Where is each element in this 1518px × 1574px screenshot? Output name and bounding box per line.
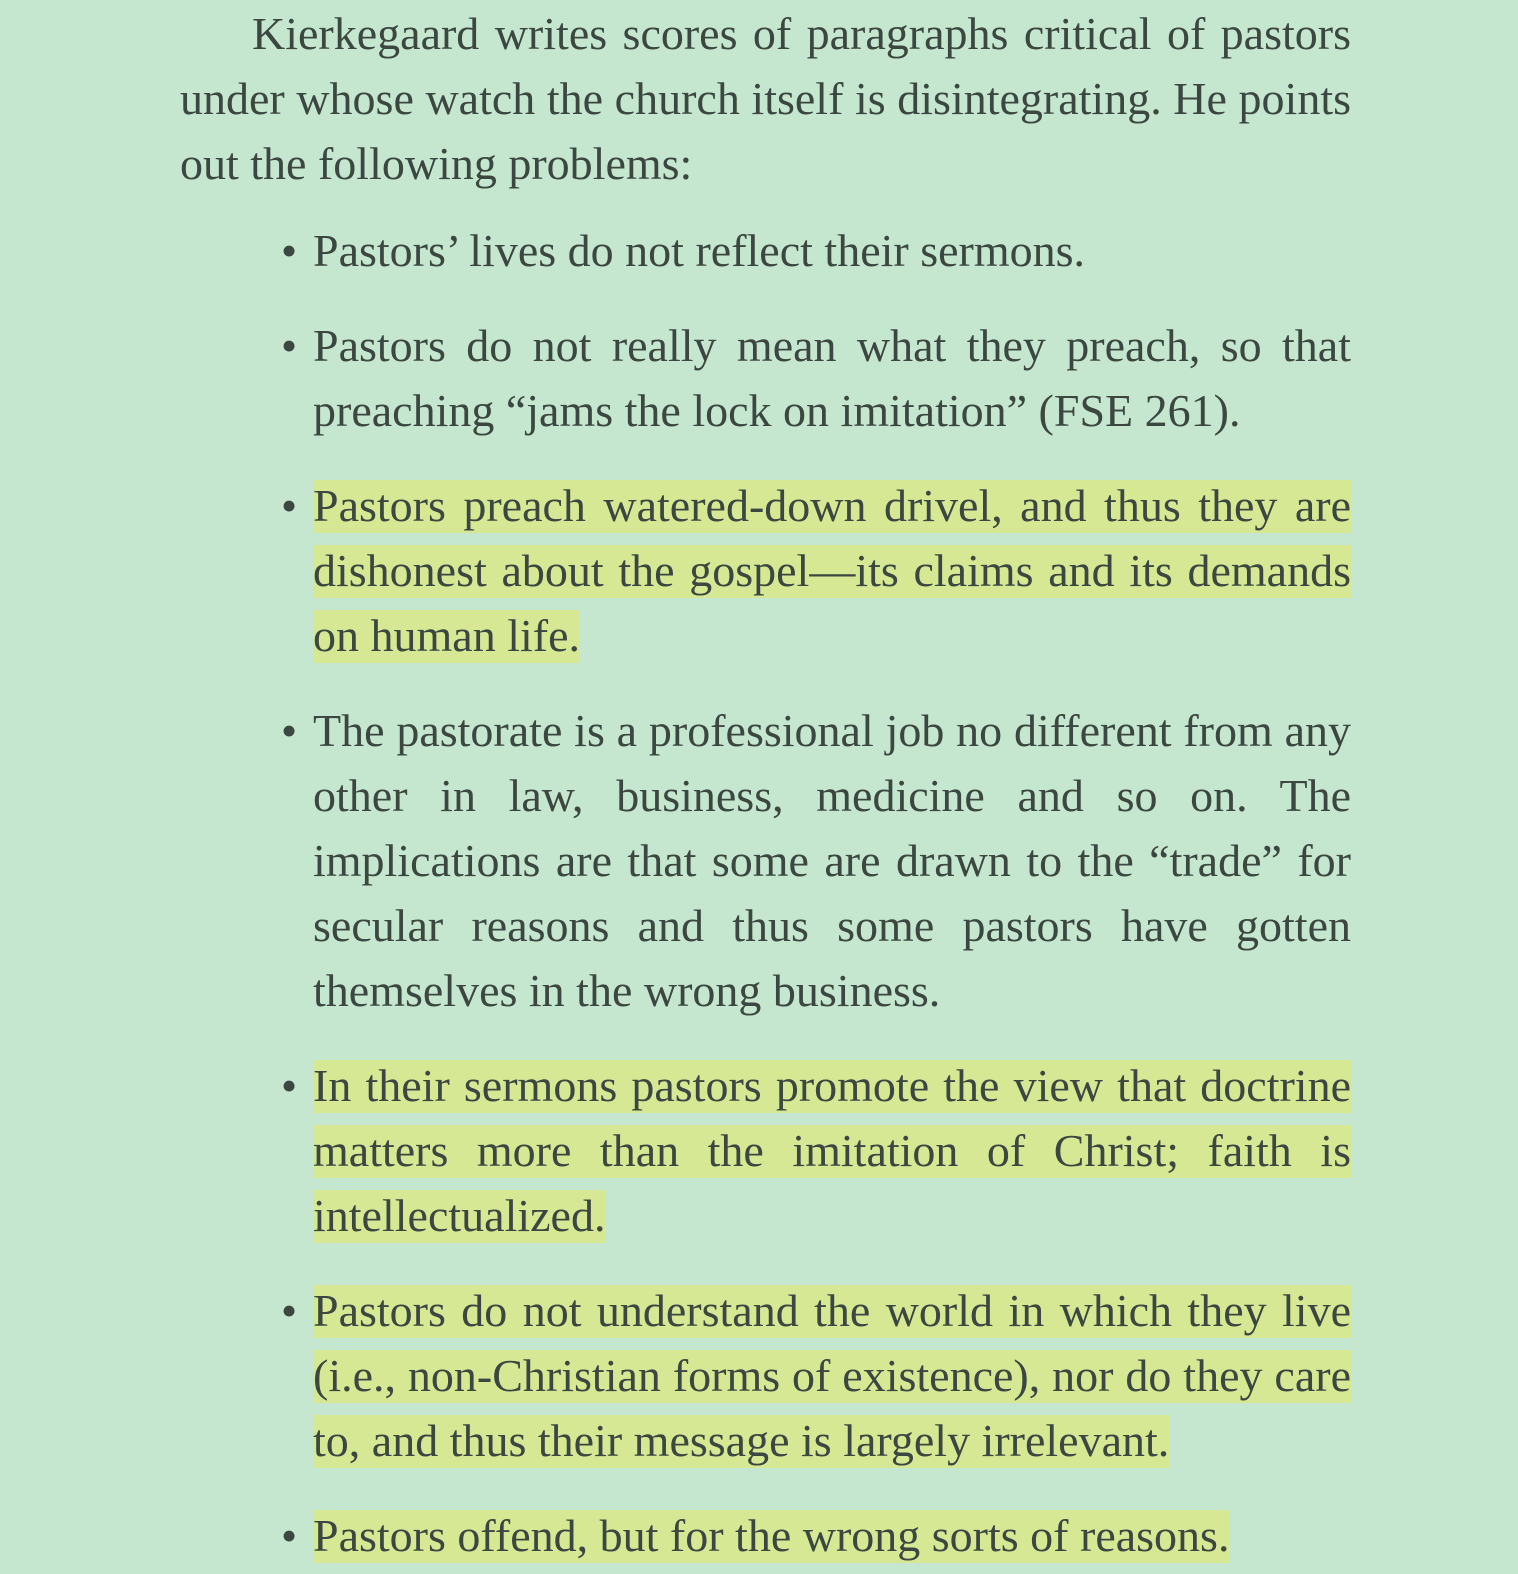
list-item	[281, 313, 1351, 443]
list-item-text: Pastors do not really mean what they preach, so that preaching “jams the lock on imitation” (FSE 261).	[313, 320, 1351, 436]
list-item-text: Pastors’ lives do not reflect their sermons.	[313, 225, 1086, 276]
list-item-highlighted[interactable]	[281, 1053, 1351, 1248]
list-item-highlighted[interactable]	[281, 1278, 1351, 1473]
list-item	[281, 218, 1351, 283]
highlighted-text[interactable]: Pastors preach watered-down drivel, and thus they are dishonest about the gospel—its claims and its demands on human life.	[313, 480, 1351, 661]
list-item-highlighted[interactable]	[281, 473, 1351, 668]
problems-list	[180, 218, 1351, 1568]
highlighted-text[interactable]: Pastors do not understand the world in which they live (i.e., non-Christian forms of existence), nor do they care to, and thus their message is largely irrelevant.	[313, 1285, 1351, 1466]
bullet-icon: •	[281, 1510, 298, 1561]
bullet-icon: •	[281, 320, 298, 371]
book-page	[180, 0, 1351, 1568]
bullet-icon: •	[281, 1060, 298, 1111]
bullet-icon: •	[281, 1285, 298, 1336]
bullet-icon: •	[281, 480, 298, 531]
bullet-icon: •	[281, 225, 298, 276]
list-item-highlighted[interactable]	[281, 1503, 1351, 1568]
bullet-icon: •	[281, 705, 298, 756]
list-item-text: The pastorate is a professional job no different from any other in law, business, medicine and so on. The implications are that some are drawn to the “trade” for secular reasons and thus some pastors have gotten themselves in the wrong business.	[313, 705, 1351, 1016]
highlighted-text[interactable]: In their sermons pastors promote the view that doctrine matters more than the imitation of Christ; faith is intellectualized.	[313, 1060, 1351, 1241]
highlighted-text[interactable]: Pastors offend, but for the wrong sorts of reasons.	[313, 1510, 1230, 1561]
list-item	[281, 698, 1351, 1023]
intro-paragraph: Kierkegaard writes scores of paragraphs critical of pastors under whose watch the church itself is disintegrating. He points out the following problems:	[180, 8, 1351, 189]
